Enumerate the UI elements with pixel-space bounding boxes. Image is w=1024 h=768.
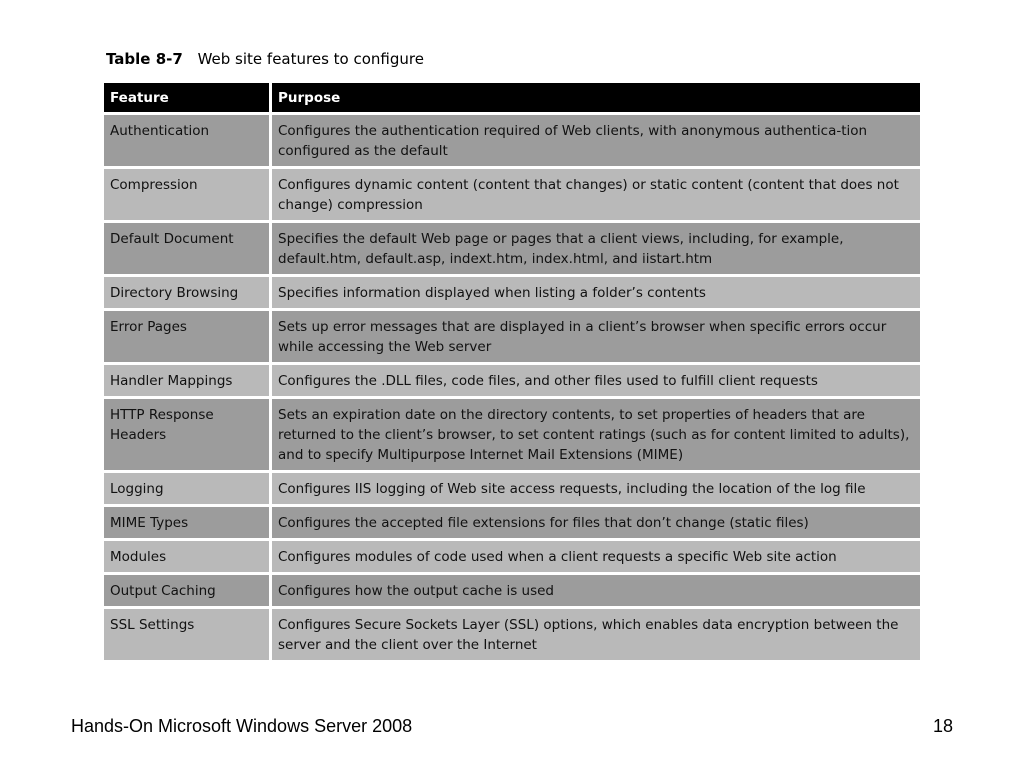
purpose-cell: Configures modules of code used when a client requests a specific Web site action xyxy=(271,540,921,574)
feature-cell: Handler Mappings xyxy=(104,364,271,398)
page-number: 18 xyxy=(932,716,953,736)
feature-cell: MIME Types xyxy=(104,506,271,540)
table-header-row xyxy=(104,83,920,114)
purpose-cell: Configures how the output cache is used xyxy=(271,574,921,608)
feature-cell: Logging xyxy=(104,472,271,506)
purpose-cell: Sets an expiration date on the directory contents, to set properties of headers that are returned to the client’s browser, to set content ratings (such as for content limited to adults), and to specify Multipurpose Internet Mail Extensions (MIME) xyxy=(271,398,921,472)
purpose-cell: Configures dynamic content (content that changes) or static content (content that does not change) compression xyxy=(271,168,921,222)
column-header-purpose: Purpose xyxy=(271,83,921,114)
table-row xyxy=(104,222,920,276)
purpose-cell: Configures the .DLL files, code files, and other files used to fulfill client requests xyxy=(271,364,921,398)
table-row xyxy=(104,608,920,661)
purpose-cell: Sets up error messages that are displayed in a client’s browser when specific errors occur while accessing the Web server xyxy=(271,310,921,364)
purpose-cell: Configures the accepted file extensions for files that don’t change (static files) xyxy=(271,506,921,540)
table-row xyxy=(104,276,920,310)
table-row xyxy=(104,540,920,574)
feature-cell: Authentication xyxy=(104,114,271,168)
feature-cell: Default Document xyxy=(104,222,271,276)
feature-cell: Error Pages xyxy=(104,310,271,364)
purpose-cell: Configures the authentication required of Web clients, with anonymous authentica-tion configured as the default xyxy=(271,114,921,168)
feature-cell: Compression xyxy=(104,168,271,222)
table-row xyxy=(104,114,920,168)
purpose-cell: Specifies information displayed when listing a folder’s contents xyxy=(271,276,921,310)
table-caption-title: Web site features to configure xyxy=(197,50,424,68)
purpose-cell: Specifies the default Web page or pages that a client views, including, for example, default.htm, default.asp, indext.htm, index.html, and iistart.htm xyxy=(271,222,921,276)
table-row xyxy=(104,364,920,398)
table-row xyxy=(104,398,920,472)
table-row xyxy=(104,574,920,608)
footer-title: Hands-On Microsoft Windows Server 2008 xyxy=(71,716,413,736)
feature-cell: HTTP Response Headers xyxy=(104,398,271,472)
feature-cell: Output Caching xyxy=(104,574,271,608)
column-header-feature: Feature xyxy=(104,83,271,114)
purpose-cell: Configures IIS logging of Web site access requests, including the location of the log file xyxy=(271,472,921,506)
table-caption-label: Table 8-7 xyxy=(106,50,183,68)
features-table xyxy=(104,83,920,660)
table-row xyxy=(104,472,920,506)
table-row xyxy=(104,506,920,540)
feature-cell: SSL Settings xyxy=(104,608,271,661)
purpose-cell: Configures Secure Sockets Layer (SSL) options, which enables data encryption between the server and the client over the Internet xyxy=(271,608,921,661)
table-row xyxy=(104,310,920,364)
table-caption xyxy=(106,50,424,68)
feature-cell: Directory Browsing xyxy=(104,276,271,310)
table-row xyxy=(104,168,920,222)
feature-cell: Modules xyxy=(104,540,271,574)
